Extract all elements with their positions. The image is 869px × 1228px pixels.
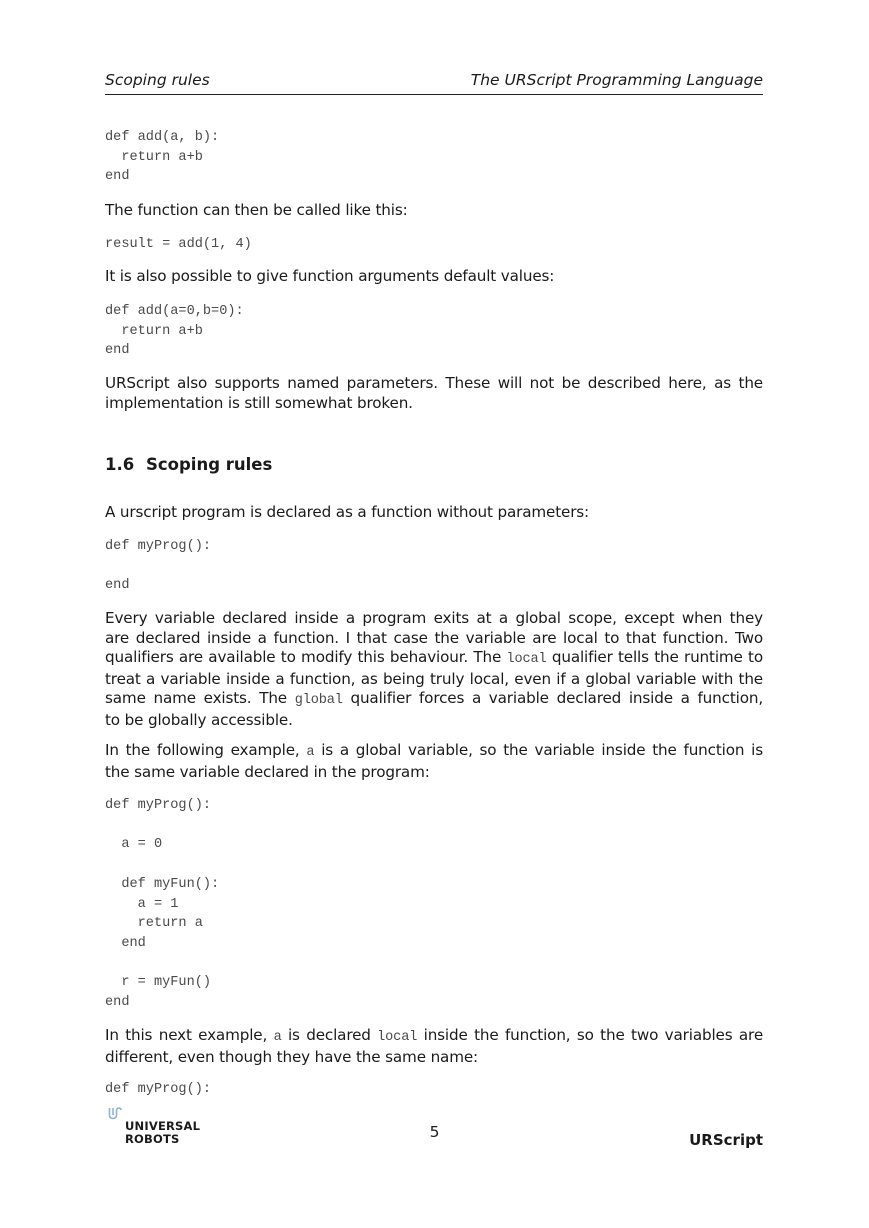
inline-code-local: local xyxy=(506,652,547,668)
text-run: is a global variable, so the variable inside the function is xyxy=(314,741,763,759)
code-block-global-example: def myProg(): a = 0 def myFun(): a = 1 return a end r = myFun() end xyxy=(105,798,220,1011)
text-run: qualifiers are available to modify this behaviour. The xyxy=(105,648,507,667)
code-block-local-example: def myProg(): xyxy=(105,1082,212,1097)
paragraph-call-intro: The function can then be called like this: xyxy=(105,201,408,219)
running-header xyxy=(105,71,763,95)
text-run: same name exists. The xyxy=(105,689,295,708)
code-block-myprog: def myProg(): end xyxy=(105,539,212,594)
paragraph-named-parameters xyxy=(105,374,763,413)
section-number: 1.6 xyxy=(105,455,135,474)
paragraph-global-example xyxy=(105,741,763,782)
inline-code-local: local xyxy=(377,1030,418,1045)
page-number: 5 xyxy=(429,1123,440,1141)
code-block-call: result = add(1, 4) xyxy=(105,237,252,252)
paragraph-line: implementation is still somewhat broken. xyxy=(105,393,413,412)
paragraph-line: to be globally accessible. xyxy=(105,710,293,729)
paragraph-line: are declared inside a function. I that case the variable are local to that function. Two xyxy=(105,628,763,647)
paragraph-line xyxy=(105,689,763,711)
section-title: Scoping rules xyxy=(146,455,273,474)
paragraph-line xyxy=(105,648,763,670)
ur-logo-icon xyxy=(108,1107,122,1120)
paragraph-line: different, even though they have the same name: xyxy=(105,1047,479,1066)
paragraph-local-example xyxy=(105,1026,763,1067)
section-heading xyxy=(105,455,272,474)
code-block-default-args: def add(a=0,b=0): return a+b end xyxy=(105,304,244,359)
text-run: In this next example, xyxy=(105,1026,274,1044)
text-run: qualifier tells the runtime to xyxy=(546,648,763,667)
header-document-title: The URScript Programming Language xyxy=(470,71,763,89)
text-run: In the following example, xyxy=(105,741,307,759)
footer-document-title: URScript xyxy=(689,1131,763,1149)
text-run: is declared xyxy=(281,1026,378,1044)
paragraph-program-declaration: A urscript program is declared as a function without parameters: xyxy=(105,503,590,521)
paragraph-line: Every variable declared inside a program exits at a global scope, except when they xyxy=(105,609,763,627)
inline-code-global: global xyxy=(294,693,343,709)
paragraph-default-values: It is also possible to give function arguments default values: xyxy=(105,267,555,285)
header-section-title: Scoping rules xyxy=(105,71,210,89)
paragraph-line: treat a variable inside a function, as being truly local, even if a global variable with the xyxy=(105,669,763,688)
paragraph-variable-scope xyxy=(105,609,763,731)
paragraph-line xyxy=(105,741,763,763)
paragraph-line: the same variable declared in the program: xyxy=(105,762,430,781)
paragraph-line: URScript also supports named parameters. These will not be described here, as the xyxy=(105,374,763,392)
logo-line-2: ROBOTS xyxy=(125,1131,180,1146)
text-run: qualifier forces a variable declared inside a function, xyxy=(342,689,764,708)
inline-code-a: a xyxy=(273,1030,282,1045)
code-block-add-function: def add(a, b): return a+b end xyxy=(105,130,220,185)
logo-line-1: UNIVERSAL xyxy=(125,1119,201,1133)
inline-code-a: a xyxy=(306,745,315,760)
text-run: inside the function, so the two variables are xyxy=(417,1026,764,1044)
paragraph-line xyxy=(105,1026,763,1048)
